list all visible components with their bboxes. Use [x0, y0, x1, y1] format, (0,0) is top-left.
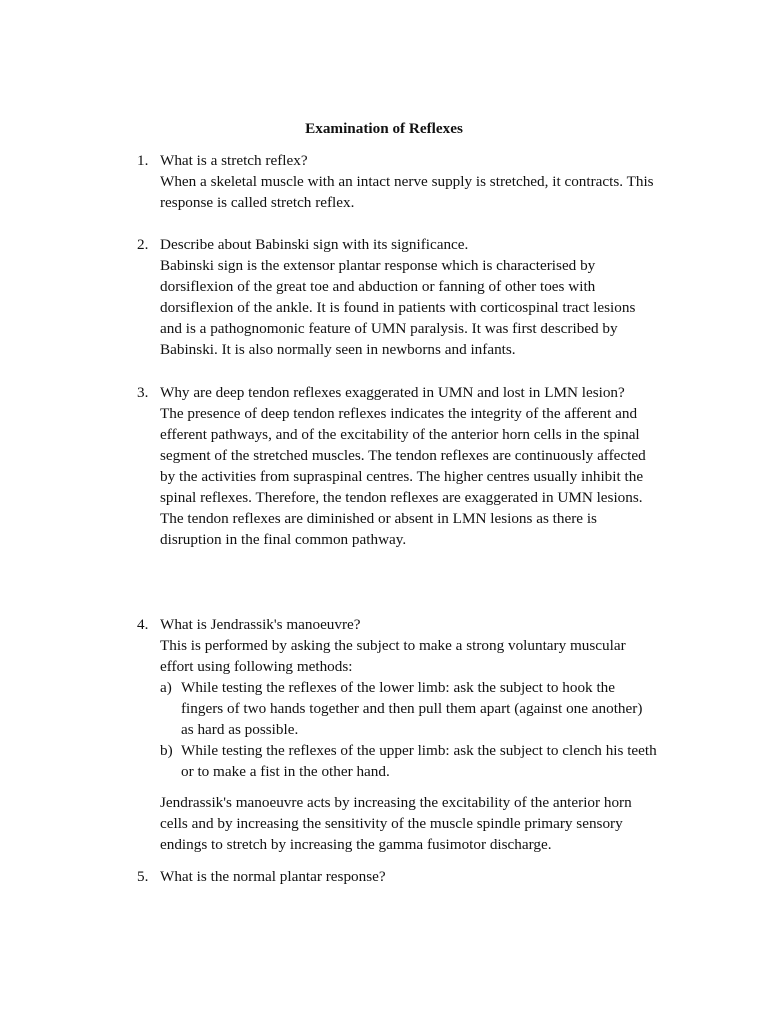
question-text: Describe about Babinski sign with its significance.: [160, 236, 469, 253]
sub-item-text: While testing the reflexes of the lower limb: ask the subject to hook the fingers of two hands together and then pull them apart (against one another) as hard as possible.: [181, 679, 643, 738]
question-number: 5.: [137, 868, 149, 885]
document-title: Examination of Reflexes: [305, 120, 463, 137]
question-4: [137, 614, 657, 855]
followup-text: Jendrassik's manoeuvre acts by increasing the excitability of the anterior horn cells and by increasing the sensitivity of the muscle spindle primary sensory endings to stretch by increasing the gamma fusimotor discharge.: [160, 794, 632, 853]
answer-text: The presence of deep tendon reflexes indicates the integrity of the afferent and efferent pathways, and of the excitability of the anterior horn cells in the spinal segment of the stretched muscles. The tendon reflexes are continuously affected by the activities from supraspinal centres. The higher centres usually inhibit the spinal reflexes. Therefore, the tendon reflexes are exaggerated in UMN lesions. The tendon reflexes are diminished or absent in LMN lesions as there is disruption in the final common pathway.: [160, 405, 646, 548]
sub-item-b: [160, 740, 657, 782]
sub-item-a: [160, 677, 657, 740]
answer-text: This is performed by asking the subject to make a strong voluntary muscular effort using following methods:: [160, 637, 626, 675]
sub-item-letter: a): [160, 679, 172, 696]
sub-item-letter: b): [160, 742, 173, 759]
question-text: What is a stretch reflex?: [160, 152, 308, 169]
question-text: What is the normal plantar response?: [160, 868, 386, 885]
question-3: [137, 382, 657, 550]
answer-text: When a skeletal muscle with an intact nerve supply is stretched, it contracts. This response is called stretch reflex.: [160, 173, 654, 211]
question-number: 4.: [137, 616, 149, 633]
question-5: [137, 866, 657, 887]
question-number: 1.: [137, 152, 149, 169]
question-1: [137, 150, 657, 213]
question-text: Why are deep tendon reflexes exaggerated in UMN and lost in LMN lesion?: [160, 384, 625, 401]
question-text: What is Jendrassik's manoeuvre?: [160, 616, 361, 633]
question-number: 2.: [137, 236, 149, 253]
question-2: [137, 234, 657, 360]
sub-item-text: While testing the reflexes of the upper limb: ask the subject to clench his teeth or to make a fist in the other hand.: [181, 742, 657, 780]
answer-text: Babinski sign is the extensor plantar response which is characterised by dorsiflexion of the great toe and abduction or fanning of other toes with dorsiflexion of the ankle. It is found in patients with corticospinal tract lesions and is a pathognomonic feature of UMN paralysis. It was first described by Babinski. It is also normally seen in newborns and infants.: [160, 257, 636, 358]
question-number: 3.: [137, 384, 149, 401]
